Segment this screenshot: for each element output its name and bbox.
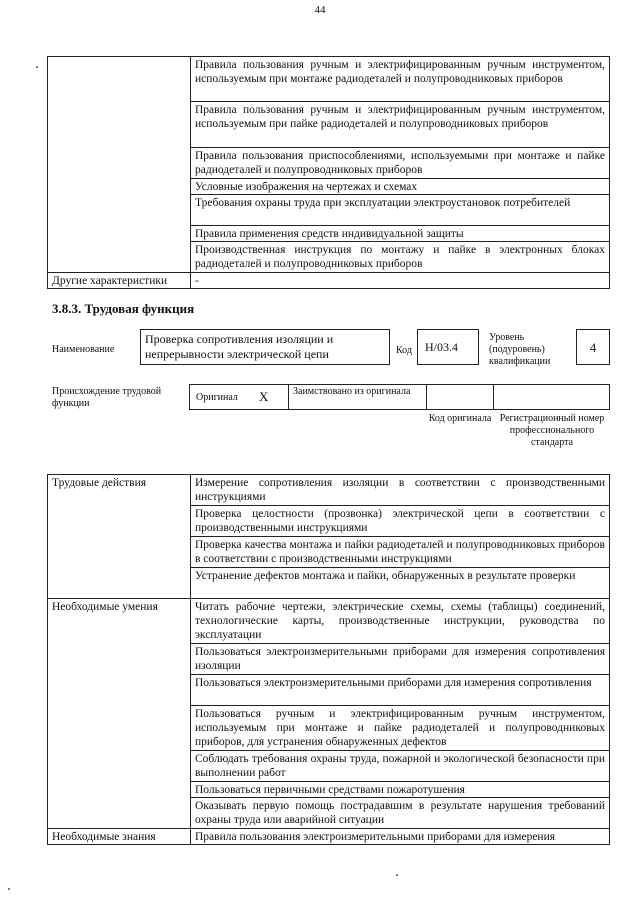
table-row — [48, 475, 610, 506]
code-value: H/03.4 — [425, 340, 458, 354]
table-cell: Пользоваться электроизмерительными приборами для измерения сопротивления — [191, 675, 610, 706]
group-label-knowledge: Необходимые знания — [48, 829, 191, 845]
code-box — [417, 329, 479, 365]
table-row — [48, 829, 610, 845]
scan-speck — [36, 66, 38, 68]
group-label-skills: Необходимые умения — [48, 599, 191, 829]
table-cell-left — [48, 57, 191, 273]
group-label-actions: Трудовые действия — [48, 475, 191, 599]
name-label: Наименование — [52, 344, 115, 355]
table-cell: - — [191, 273, 610, 289]
labor-function-table — [47, 474, 610, 845]
table-cell: Правила пользования ручным и электрифицированным ручным инструментом, используемым при монтаже радиодеталей и полупроводниковых приборов — [191, 57, 610, 102]
table-cell: Правила пользования электроизмерительными приборами для измерения — [191, 829, 610, 845]
table-cell: Устранение дефектов монтажа и пайки, обнаруженных в результате проверки — [191, 568, 610, 599]
table-cell: Измерение сопротивления изоляции в соответствии с производственными инструкциями — [191, 475, 610, 506]
table-cell: Оказывать первую помощь пострадавшим в результате нарушения требований охраны труда или аварийной ситуации — [191, 798, 610, 829]
table-cell: Правила пользования приспособлениями, используемыми при монтаже и пайке радиодеталей и полупроводниковых приборов — [191, 148, 610, 179]
table-cell: Пользоваться ручным и электрифицированным ручным инструментом, используемым при монтаже и пайке радиодеталей и полупроводниковых приборов, для устранения обнаруженных дефектов — [191, 706, 610, 751]
origin-borrowed-box — [288, 384, 427, 410]
table-cell: Производственная инструкция по монтажу и пайке в электронных блоках радиодеталей и полупроводниковых приборов — [191, 242, 610, 273]
table-row — [48, 57, 610, 102]
original-mark: X — [259, 389, 269, 404]
function-name-box — [140, 329, 390, 365]
origin-original-box — [189, 384, 289, 410]
origin-reg-box — [493, 384, 610, 410]
level-value: 4 — [589, 340, 597, 355]
top-knowledge-table — [47, 56, 610, 289]
table-cell: Правила применения средств индивидуальной защиты — [191, 226, 610, 242]
origin-code-box — [426, 384, 494, 410]
table-cell: Проверка целостности (прозвонка) электрической цепи в соответствии с производственными инструкциями — [191, 506, 610, 537]
table-cell: Пользоваться электроизмерительными приборами для измерения сопротивления изоляции — [191, 644, 610, 675]
level-label: Уровень (подуровень) квалификации — [489, 332, 551, 367]
original-label: Оригинал — [196, 392, 238, 403]
table-row — [48, 273, 610, 289]
level-box — [576, 329, 610, 365]
table-cell: Требования охраны труда при эксплуатации электроустановок потребителей — [191, 195, 610, 226]
origin-label: Происхождение трудовой функции — [52, 386, 162, 409]
scan-speck — [8, 888, 10, 890]
table-cell: Правила пользования ручным и электрифицированным ручным инструментом, используемым при пайке радиодеталей и полупроводниковых приборов — [191, 102, 610, 148]
borrowed-label: Заимствовано из оригинала — [293, 386, 411, 397]
page-number: 44 — [314, 4, 326, 16]
scan-speck — [396, 874, 398, 876]
function-name-value: Проверка сопротивления изоляции и непрерывности электрической цепи — [145, 332, 334, 361]
reg-caption: Регистрационный номер профессионального стандарта — [499, 413, 605, 448]
table-cell: Пользоваться первичными средствами пожаротушения — [191, 782, 610, 798]
section-title: 3.8.3. Трудовая функция — [52, 301, 195, 316]
table-cell: Читать рабочие чертежи, электрические схемы, схемы (таблицы) соединений, технологические карты, производственные инструкции, руководства по эксплуатации — [191, 599, 610, 644]
table-cell-label: Другие характеристики — [48, 273, 191, 289]
table-cell: Условные изображения на чертежах и схемах — [191, 179, 610, 195]
table-cell: Проверка качества монтажа и пайки радиодеталей и полупроводниковых приборов в соответствии с производственными инструкциями — [191, 537, 610, 568]
code-label: Код — [396, 345, 412, 356]
code-caption: Код оригинала — [428, 413, 492, 424]
table-cell: Соблюдать требования охраны труда, пожарной и экологической безопасности при выполнении работ — [191, 751, 610, 782]
table-row — [48, 599, 610, 644]
